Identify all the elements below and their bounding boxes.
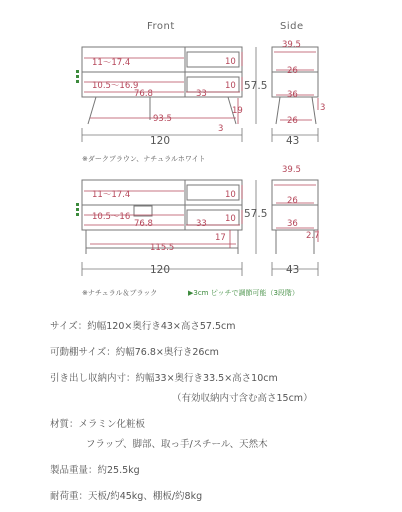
spec-weight: 製品重量：約25.5kg: [50, 465, 140, 476]
bottom-dim-d5: 10: [225, 190, 236, 200]
bottom-side-drawing: [272, 180, 318, 254]
bottom-height: 57.5: [244, 208, 268, 220]
side-label: Side: [280, 21, 304, 32]
bottom-dim-d4: 33: [196, 219, 207, 229]
top-height: 57.5: [244, 80, 268, 92]
bottom-dim-d6: 10: [225, 214, 236, 224]
bottom-dim-d7: 17: [215, 233, 226, 243]
top-side-w5: 26: [287, 116, 298, 126]
top-dim-d2: 10.5～16.9: [92, 81, 139, 91]
spec-drawer-note: （有効収納内寸含む高さ15cm）: [172, 393, 313, 404]
bottom-side-w4: 2.7: [306, 231, 320, 241]
spec-material: 材質：メラミン化粧板: [50, 419, 146, 430]
bottom-side-depth: 43: [286, 264, 300, 276]
top-color-note: ※ダークブラウン、ナチュラルホワイト: [82, 155, 206, 163]
top-side-w1: 39.5: [282, 40, 301, 50]
bottom-color-note: ※ナチュラル＆ブラック: [82, 289, 158, 297]
top-dim-d7: 19: [232, 106, 243, 116]
spec-load: 耐荷重：天板/約45kg、棚板/約8kg: [50, 491, 203, 502]
top-dim-d1: 11～17.4: [92, 58, 131, 68]
top-side-w3: 36: [287, 90, 298, 100]
bottom-dim-d1: 11～17.4: [92, 190, 131, 200]
bottom-side-w2: 26: [287, 196, 298, 206]
bottom-dim-d2: 10.5～16: [92, 212, 131, 222]
bottom-dim-d8: 115.5: [150, 243, 175, 253]
top-dim-d4: 33: [196, 89, 207, 99]
bottom-side-w3: 36: [287, 219, 298, 229]
spec-size: サイズ：約幅120×奥行き43×高さ57.5cm: [50, 321, 236, 332]
top-dim-d9: 3: [218, 124, 224, 134]
top-side-drawing: [272, 47, 318, 124]
top-dim-d8: 93.5: [153, 114, 172, 124]
pitch-note: ▶3cm ピッチで調節可能（3段階）: [188, 289, 299, 297]
spec-material-parts: フラップ、脚部、取っ手/スチール、天然木: [86, 439, 268, 450]
top-side-depth: 43: [286, 135, 300, 147]
top-dim-d3: 76.8: [134, 89, 153, 99]
top-width: 120: [150, 135, 171, 147]
bottom-dim-d3: 76.8: [134, 219, 153, 229]
bottom-width: 120: [150, 264, 171, 276]
top-dim-d5: 10: [225, 57, 236, 67]
top-side-w4: 3: [320, 103, 326, 113]
spec-shelf-size: 可動棚サイズ：約幅76.8×奥行き26cm: [50, 347, 219, 358]
front-label: Front: [147, 21, 175, 32]
bottom-side-w1: 39.5: [282, 165, 301, 175]
spec-drawer-size: 引き出し収納内寸：約幅33×奥行き33.5×高さ10cm: [50, 373, 278, 384]
pitch-marker-icon: [76, 70, 79, 216]
top-side-w2: 26: [287, 66, 298, 76]
top-side-dim-lines: [274, 52, 318, 120]
top-dim-d6: 10: [225, 81, 236, 91]
